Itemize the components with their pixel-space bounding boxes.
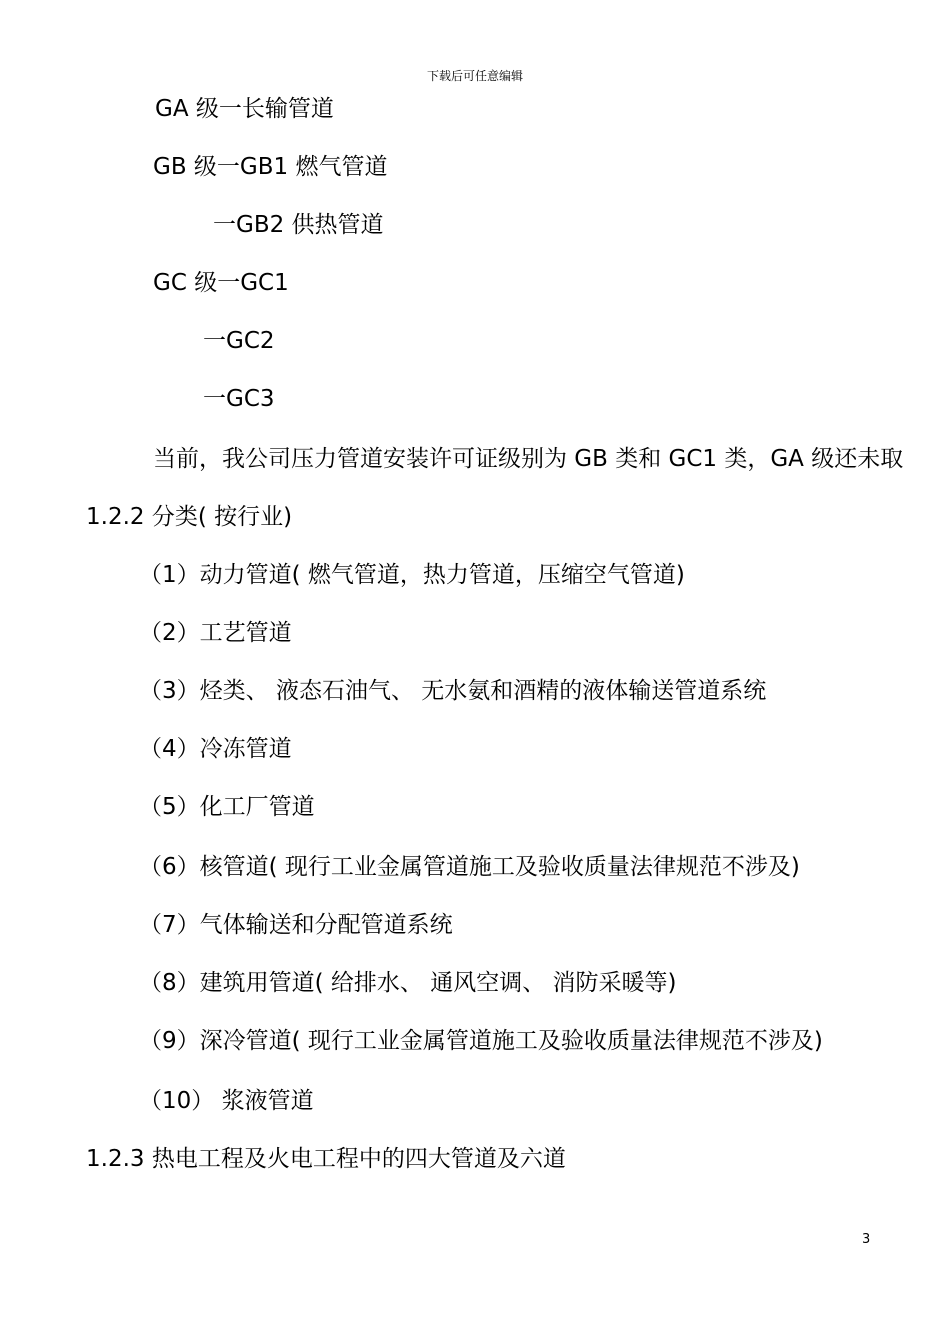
license-paragraph: 当前，我公司压力管道安装许可证级别为 GB 类和 GC1 类，GA 级还未取 [153,446,904,472]
gb2-line: 一GB2 供热管道 [213,212,384,238]
section-heading-1-2-2: 1.2.2 分类( 按行业) [86,504,293,530]
page-number: 3 [862,1232,871,1247]
list-item: （1）动力管道( 燃气管道，热力管道，压缩空气管道) [139,562,685,588]
list-item: （6）核管道( 现行工业金属管道施工及验收质量法律规范不涉及) [139,854,800,880]
list-item: （2）工艺管道 [139,620,292,646]
gc3-line: 一GC3 [203,386,275,412]
ga-class-line: GA 级一长输管道 [155,96,334,122]
list-item: （7）气体输送和分配管道系统 [139,912,453,938]
list-item: （8）建筑用管道( 给排水、 通风空调、 消防采暖等) [139,970,677,996]
page-header: 下载后可任意编辑 [426,69,523,83]
list-item: （9）深冷管道( 现行工业金属管道施工及验收质量法律规范不涉及) [139,1028,823,1054]
list-item: （4）冷冻管道 [139,736,292,762]
gb-class-line: GB 级一GB1 燃气管道 [153,154,388,180]
section-heading-1-2-3: 1.2.3 热电工程及火电工程中的四大管道及六道 [86,1146,566,1172]
list-item: （5）化工厂管道 [139,794,315,820]
gc-class-line: GC 级一GC1 [153,270,289,296]
list-item: （10） 浆液管道 [139,1088,314,1114]
gc2-line: 一GC2 [203,328,275,354]
list-item: （3）烃类、 液态石油气、 无水氨和酒精的液体输送管道系统 [139,678,767,704]
